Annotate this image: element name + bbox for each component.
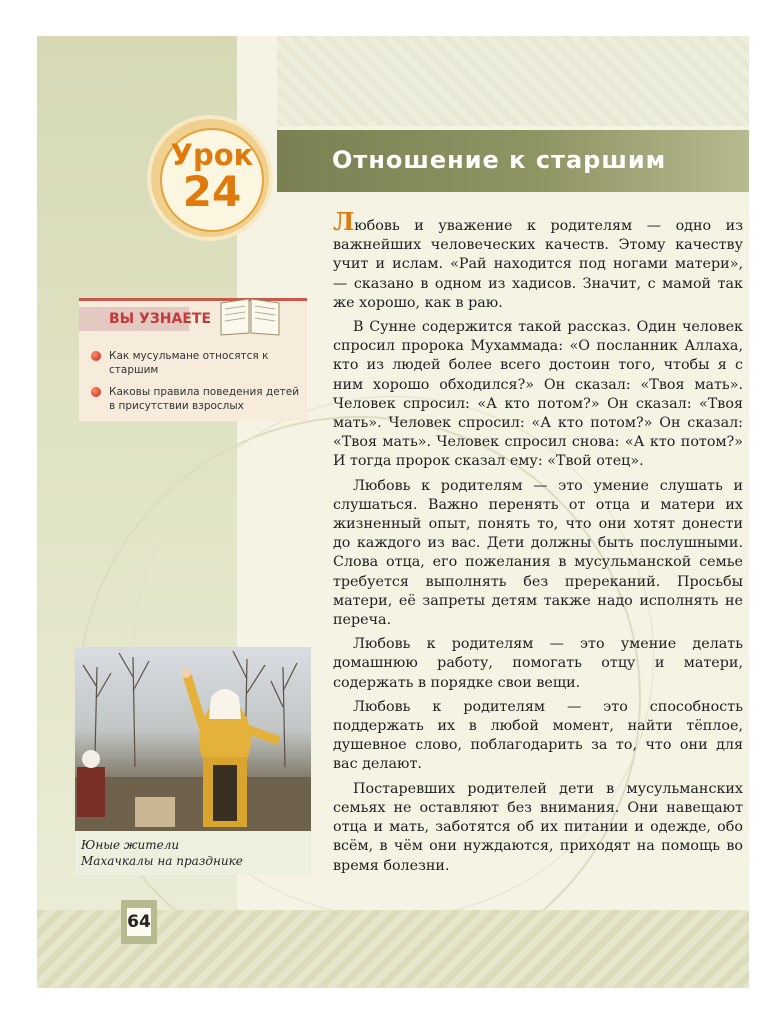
paragraph-6: Постаревших родителей дети в мусульманских семьях не оставляют без внимания. Они навещают отца и мать, заботятся об их питании и одежде, обо всём, в чём они нуждаются, приходят на помощь во время болезни. bbox=[333, 780, 743, 874]
learn-list bbox=[91, 349, 303, 421]
page-number: 64 bbox=[127, 908, 151, 936]
paragraph-3: Любовь к родителям — это умение слушать и слушаться. Важно перенять от отца и матери их жизненный опыт, понять то, что они хотят донести до каждого из вас. Дети должны быть послушными. Слова отца, его пожелания в мусульманской семье требуется выполнять без пререканий. Просьбы матери, её запреты детям также надо исполнять не переча. bbox=[333, 477, 743, 629]
you-will-learn-box bbox=[79, 298, 307, 421]
lesson-word: Урок bbox=[170, 138, 254, 172]
bullet-icon bbox=[91, 387, 101, 397]
learn-item bbox=[91, 349, 303, 377]
paragraph-2: В Сунне содержится такой рассказ. Один человек спросил пророка Мухаммада: «О посланник Аллаха, кто из людей более всего достоин того, чтобы я с ним хорошо обходился?» Он сказал: «Твоя мать». Человек спросил: «А кто потом?» Он сказал: «Твоя мать». Человек спросил: «А кто потом?» Он сказал: «Твоя мать». Человек спросил снова: «А кто потом?» И тогда пророк сказал ему: «Твой отец». bbox=[333, 319, 743, 470]
learn-item-text: Как мусульмане относятся к старшим bbox=[109, 350, 269, 376]
lesson-badge-inner bbox=[160, 128, 264, 232]
open-book-icon bbox=[219, 293, 281, 337]
drop-cap: Л bbox=[333, 207, 355, 236]
lesson-title: Отношение к старшим bbox=[332, 146, 667, 174]
photo-caption bbox=[81, 837, 243, 869]
paragraph-5: Любовь к родителям — это способность поддержать их в любой момент, найти тёплое, душевное слово, поблагодарить за то, что они для вас делают. bbox=[333, 698, 743, 773]
learn-title: ВЫ УЗНАЕТЕ bbox=[109, 311, 212, 327]
paragraph-1-text: юбовь и уважение к родителям — одно из важнейших человеческих качеств. Этому качеству учит и ислам. «Рай находится под ногами матери», — сказано в одном из хадисов. Значит, с мамой так же хорошо, как в раю. bbox=[333, 218, 743, 311]
caption-box bbox=[75, 831, 311, 875]
learn-item bbox=[91, 385, 303, 413]
caption-line-1: Юные жители bbox=[81, 838, 180, 852]
top-texture bbox=[277, 36, 749, 126]
paragraph-1 bbox=[333, 207, 743, 313]
learn-item-text: Каковы правила поведения детей в присутствии взрослых bbox=[109, 386, 300, 412]
caption-line-2: Махачкалы на празднике bbox=[81, 854, 243, 868]
festival-photo bbox=[75, 647, 311, 831]
bullet-icon bbox=[91, 351, 101, 361]
page-number-box bbox=[121, 900, 157, 944]
page-background bbox=[37, 36, 749, 988]
lesson-body bbox=[333, 207, 743, 881]
photo-illustration bbox=[75, 647, 311, 831]
lesson-number: 24 bbox=[182, 167, 242, 216]
paragraph-4: Любовь к родителям — это умение делать домашнюю работу, помогать отцу и матери, содержать в порядке свои вещи. bbox=[333, 636, 743, 691]
lesson-badge bbox=[151, 119, 269, 237]
